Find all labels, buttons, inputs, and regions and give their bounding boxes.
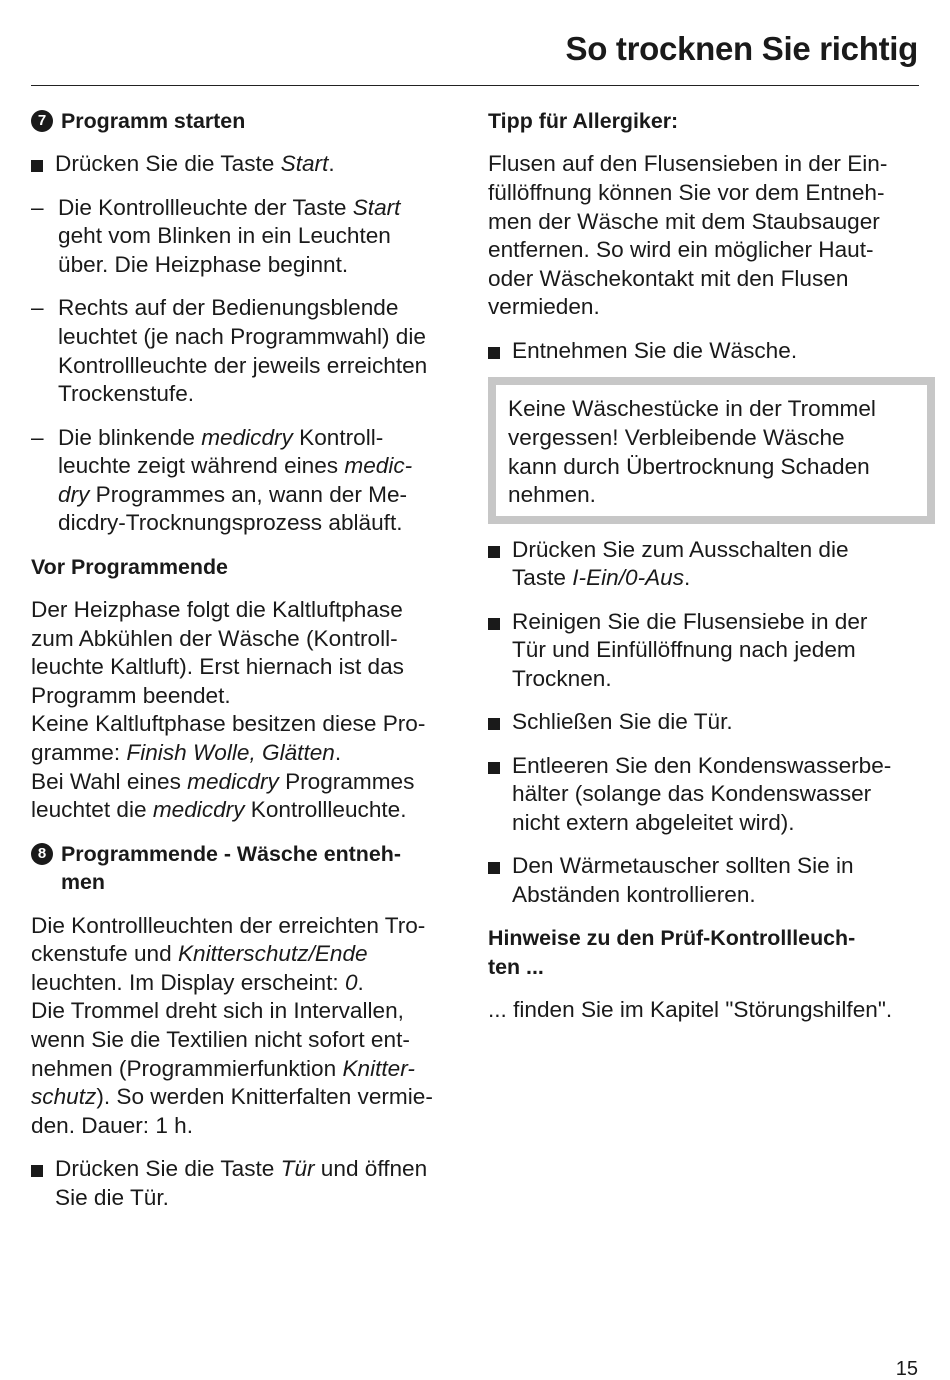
- step-7-heading: [31, 107, 463, 136]
- warning-box: Keine Wäschestücke in der Trommel vergessen! Verbleibende Wäsche kann durch Übertrocknung Schaden nehmen.: [488, 377, 935, 523]
- header-rule: [31, 85, 919, 86]
- instruction-open-door: Drücken Sie die Taste Tür und öffnen Sie die Tür.: [31, 1155, 463, 1212]
- section-heading-hinweise: Hinweise zu den Prüf-Kontrollleuch- ten ...: [488, 926, 856, 979]
- section-heading-tipp: Tipp für Allergiker:: [488, 109, 679, 133]
- page-title: So trocknen Sie richtig: [565, 30, 918, 67]
- dash-item-dryness-light: – Rechts auf der Bedienungsblende leuchtet (je nach Programmwahl) die Kontrollleuchte der jeweils erreichten Trockenstufe.: [31, 294, 463, 408]
- step-7-title: Programm starten: [61, 109, 246, 133]
- instruction-press-start: Drücken Sie die Taste Start.: [31, 150, 463, 179]
- instruction-heat-exchanger: Den Wärmetauscher sollten Sie in Abständen kontrollieren.: [488, 852, 920, 909]
- paragraph-hinweise: ... finden Sie im Kapitel "Störungshilfen".: [488, 997, 893, 1023]
- dash-item-medicdry: – Die blinkende medicdry Kontroll- leuchte zeigt während eines medic- dry Programmes an, wann der Me- dicdry-Trocknungsprozess abläuft.: [31, 424, 463, 538]
- left-column: [31, 107, 463, 1212]
- instruction-empty-container: Entleeren Sie den Kondenswasserbe- hälter (solange das Kondenswasser nicht extern abgeleitet wird).: [488, 752, 920, 838]
- instruction-close-door: Schließen Sie die Tür.: [488, 708, 920, 737]
- instruction-switch-off: Drücken Sie zum Ausschalten die Taste I-Ein/0-Aus.: [488, 536, 920, 593]
- page-number: 15: [895, 1358, 918, 1380]
- instruction-remove-laundry: Entnehmen Sie die Wäsche.: [488, 337, 920, 366]
- dash-item-start-light: – Die Kontrollleuchte der Taste Start geht vom Blinken in ein Leuchten über. Die Heizphase beginnt.: [31, 194, 463, 280]
- section-heading-vor-programmende: Vor Programmende: [31, 554, 228, 579]
- instruction-clean-filters: Reinigen Sie die Flusensiebe in der Tür und Einfüllöffnung nach jedem Trocknen.: [488, 608, 920, 694]
- step-number-badge: 7: [31, 110, 53, 132]
- step-number-badge: 8: [31, 843, 53, 865]
- paragraph-vor-programmende: Der Heizphase folgt die Kaltluftphase zum Abkühlen der Wäsche (Kontroll- leuchte Kaltluft). Erst hiernach ist das Programm beendet. Keine Kaltluftphase besitzen diese Pro- gramme: Finish Wolle, Glätten. Bei Wahl eines medicdry Programmes leuchtet die medicdry Kontrollleuchte.: [31, 597, 426, 823]
- step-8-heading: 8 Programmende - Wäsche entneh- men: [31, 840, 463, 897]
- paragraph-programmende: Die Kontrollleuchten der erreichten Tro- ckenstufe und Knitterschutz/Ende leuchten. Im Display erscheint: 0. Die Trommel dreht sich in Intervallen, wenn Sie die Textilien nicht sofort ent- nehmen (Programmierfunktion Knitter- schutz). So werden Knitterfalten vermie- den. Dauer: 1 h.: [31, 912, 433, 1138]
- paragraph-tipp: Flusen auf den Flusensieben in der Ein- füllöffnung können Sie vor dem Entneh- men der Wäsche mit dem Staubsauger entfernen. So wird ein möglicher Haut- oder Wäschekontakt mit den Flusen vermieden.: [488, 151, 888, 320]
- right-column: [488, 107, 920, 1025]
